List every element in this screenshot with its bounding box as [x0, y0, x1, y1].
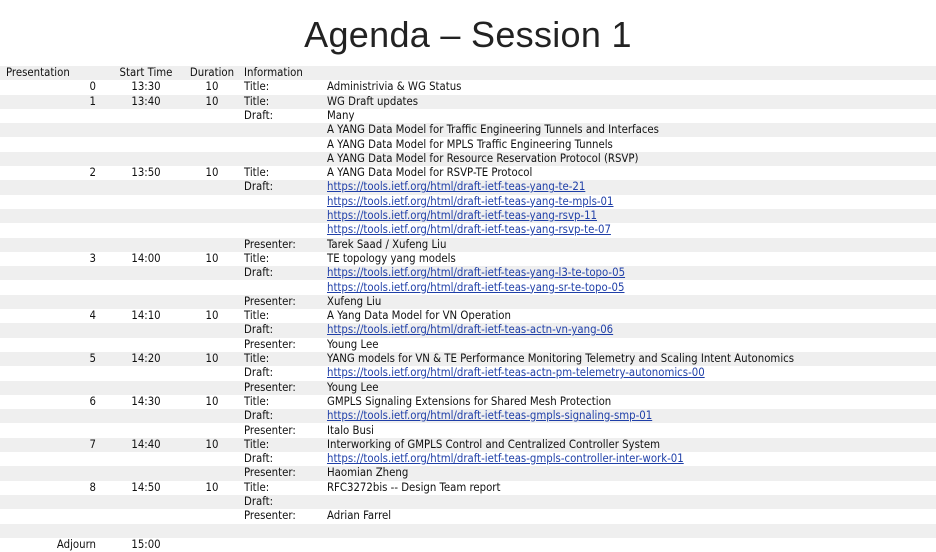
info-label-cell: Draft:: [244, 409, 274, 423]
table-row: [0, 366, 936, 380]
table-row: [0, 152, 936, 166]
info-value-cell: A YANG Data Model for RSVP-TE Protocol: [327, 166, 533, 180]
table-row: [0, 524, 936, 538]
info-label-cell: Title:: [244, 480, 270, 494]
table-row: [0, 481, 936, 495]
info-value-cell: Administrivia & WG Status: [327, 80, 462, 94]
draft-link[interactable]: https://tools.ietf.org/html/draft-ietf-teas-actn-pm-telemetry-autonomics-00: [327, 366, 705, 380]
table-row: [0, 409, 936, 423]
start-time-cell: 13:30: [131, 80, 161, 94]
presentation-cell: 4: [89, 309, 96, 323]
draft-link[interactable]: https://tools.ietf.org/html/draft-ietf-teas-yang-l3-te-topo-05: [327, 266, 626, 280]
table-row: [0, 80, 936, 94]
table-row: [0, 295, 936, 309]
duration-cell: 10: [205, 309, 219, 323]
info-value-cell: Xufeng Liu: [327, 294, 382, 308]
presentation-cell: 2: [89, 166, 96, 180]
draft-link[interactable]: https://tools.ietf.org/html/draft-ietf-teas-yang-rsvp-11: [327, 209, 598, 222]
info-label-cell: Presenter:: [244, 509, 296, 523]
table-row: [0, 509, 936, 523]
presentation-cell: 1: [89, 94, 96, 108]
start-time-cell: 13:40: [131, 94, 161, 108]
table-row: [0, 123, 936, 137]
table-row: [0, 495, 936, 509]
info-label-cell: Title:: [244, 94, 270, 108]
draft-link[interactable]: https://tools.ietf.org/html/draft-ietf-teas-gmpls-controller-inter-work-01: [327, 452, 684, 466]
info-value-cell: Young Lee: [327, 337, 379, 351]
start-time-cell: 14:00: [131, 251, 161, 265]
info-value-cell: Tarek Saad / Xufeng Liu: [327, 237, 447, 251]
table-row: [0, 381, 936, 395]
table-row: [0, 166, 936, 180]
table-row: [0, 338, 936, 352]
start-time-cell: 14:20: [131, 352, 161, 365]
duration-cell: 10: [205, 94, 219, 108]
presentation-cell: Adjourn: [56, 537, 96, 551]
presentation-cell: 7: [89, 437, 96, 451]
table-row: [0, 323, 936, 337]
info-value-cell: Interworking of GMPLS Control and Centralized Controller System: [327, 437, 661, 451]
info-value-cell: TE topology yang models: [327, 251, 456, 265]
start-time-cell: 14:40: [131, 437, 161, 451]
presentation-cell: 3: [89, 251, 96, 265]
info-value-cell: GMPLS Signaling Extensions for Shared Mesh Protection: [327, 394, 612, 408]
table-row: [0, 95, 936, 109]
duration-cell: 10: [205, 166, 219, 180]
presentation-cell: 8: [89, 480, 96, 494]
info-value-cell: Many: [327, 108, 355, 122]
header-presentation: Presentation: [6, 66, 70, 79]
header-duration: Duration: [189, 66, 235, 79]
table-row: [0, 538, 936, 552]
table-row: [0, 180, 936, 194]
header-information: Information: [244, 66, 303, 79]
table-row: [0, 452, 936, 466]
info-label-cell: Draft:: [244, 452, 274, 466]
draft-link[interactable]: https://tools.ietf.org/html/draft-ietf-teas-yang-rsvp-te-07: [327, 223, 611, 237]
presentation-cell: 6: [89, 394, 96, 408]
info-value-cell: Italo Busi: [327, 423, 375, 437]
info-value-cell: YANG models for VN & TE Performance Monitoring Telemetry and Scaling Intent Autonomics: [327, 352, 795, 365]
duration-cell: 10: [205, 394, 219, 408]
info-label-cell: Draft:: [244, 366, 274, 380]
info-label-cell: Title:: [244, 394, 270, 408]
draft-link[interactable]: https://tools.ietf.org/html/draft-ietf-teas-yang-te-mpls-01: [327, 194, 614, 208]
start-time-cell: 15:00: [131, 537, 161, 551]
info-label-cell: Title:: [244, 251, 270, 265]
info-label-cell: Title:: [244, 352, 270, 365]
table-row: [0, 352, 936, 366]
start-time-cell: 14:30: [131, 394, 161, 408]
info-value-cell: RFC3272bis -- Design Team report: [327, 480, 501, 494]
info-label-cell: Presenter:: [244, 423, 296, 437]
slide-title: Agenda – Session 1: [304, 14, 632, 55]
duration-cell: 10: [205, 437, 219, 451]
info-value-cell: WG Draft updates: [327, 94, 419, 108]
presentation-cell: 0: [89, 80, 96, 94]
info-label-cell: Presenter:: [244, 237, 296, 251]
info-label-cell: Title:: [244, 437, 270, 451]
info-label-cell: Presenter:: [244, 466, 296, 480]
table-row: [0, 281, 936, 295]
info-value-cell: Young Lee: [327, 380, 379, 394]
start-time-cell: 13:50: [131, 166, 161, 180]
table-row: [0, 438, 936, 452]
table-row: [0, 109, 936, 123]
info-label-cell: Presenter:: [244, 294, 296, 308]
duration-cell: 10: [205, 80, 219, 94]
table-row: [0, 266, 936, 280]
table-row: [0, 395, 936, 409]
info-label-cell: Title:: [244, 166, 270, 180]
info-value-cell: Haomian Zheng: [327, 466, 409, 480]
info-value-cell: Adrian Farrel: [327, 509, 392, 523]
table-row: [0, 138, 936, 152]
draft-link[interactable]: https://tools.ietf.org/html/draft-ietf-teas-yang-sr-te-topo-05: [327, 280, 625, 294]
presentation-cell: 5: [89, 352, 96, 365]
duration-cell: 10: [205, 251, 219, 265]
draft-link[interactable]: https://tools.ietf.org/html/draft-ietf-teas-gmpls-signaling-smp-01: [327, 409, 653, 423]
draft-link[interactable]: https://tools.ietf.org/html/draft-ietf-teas-actn-vn-yang-06: [327, 323, 614, 337]
header-row: [0, 66, 936, 80]
table-row: [0, 252, 936, 266]
draft-link[interactable]: https://tools.ietf.org/html/draft-ietf-teas-yang-te-21: [327, 180, 586, 194]
info-value-cell: A Yang Data Model for VN Operation: [327, 309, 511, 323]
info-label-cell: Draft:: [244, 180, 274, 194]
info-value-cell: A YANG Data Model for Resource Reservation Protocol (RSVP): [327, 151, 639, 165]
start-time-cell: 14:50: [131, 480, 161, 494]
info-value-cell: A YANG Data Model for Traffic Engineering Tunnels and Interfaces: [327, 123, 659, 137]
start-time-cell: 14:10: [131, 309, 161, 323]
duration-cell: 10: [205, 480, 219, 494]
info-label-cell: Title:: [244, 80, 270, 94]
table-row: [0, 309, 936, 323]
table-row: [0, 223, 936, 237]
table-row: [0, 424, 936, 438]
table-row: [0, 195, 936, 209]
info-value-cell: A YANG Data Model for MPLS Traffic Engineering Tunnels: [327, 137, 613, 151]
info-label-cell: Title:: [244, 309, 270, 323]
info-label-cell: Draft:: [244, 266, 274, 280]
table-row: [0, 466, 936, 480]
duration-cell: 10: [205, 352, 219, 365]
info-label-cell: Draft:: [244, 323, 274, 337]
info-label-cell: Presenter:: [244, 337, 296, 351]
table-row: [0, 238, 936, 252]
header-start-time: Start Time: [119, 66, 173, 79]
info-label-cell: Draft:: [244, 108, 274, 122]
info-label-cell: Presenter:: [244, 380, 296, 394]
table-row: [0, 209, 936, 223]
info-label-cell: Draft:: [244, 495, 274, 508]
